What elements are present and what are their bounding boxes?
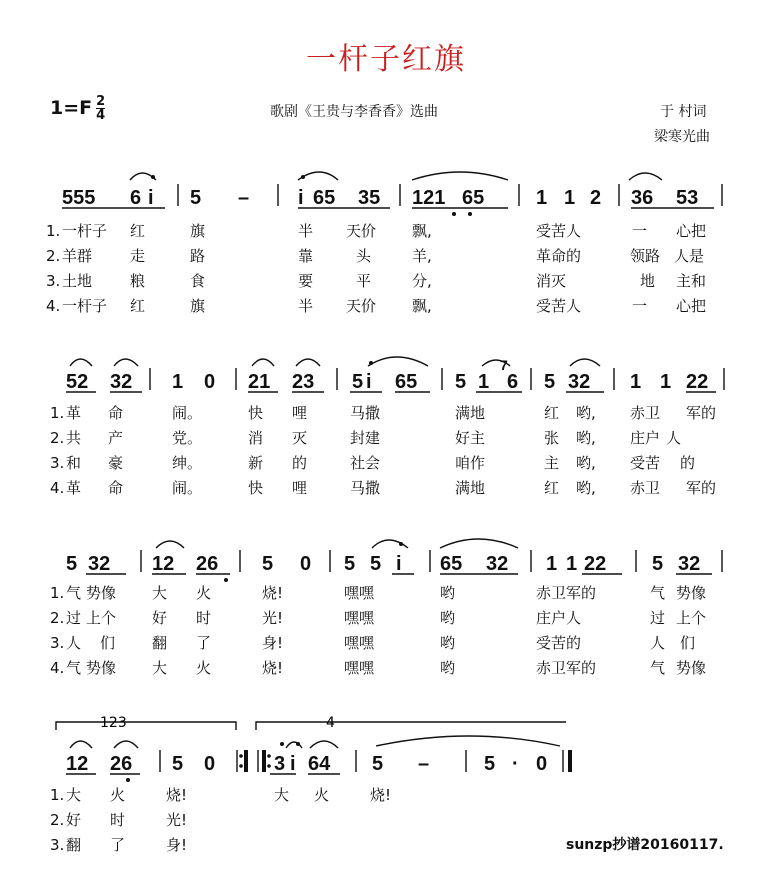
note: 12	[66, 753, 89, 775]
lyric: 2.	[50, 609, 65, 627]
lyric: 半	[298, 222, 314, 240]
lyric: 4.	[50, 659, 65, 677]
lyric: 革	[66, 404, 82, 422]
lyric: 一杆子	[62, 297, 108, 315]
lyric: 哟	[440, 584, 456, 602]
lyric: 羊,	[412, 247, 432, 265]
note: 32	[678, 553, 701, 575]
note: 555	[62, 187, 96, 209]
lyric: 气	[66, 659, 82, 677]
lyric: 受苦人	[536, 297, 582, 315]
lyric: 人	[666, 429, 682, 447]
note: 5	[652, 553, 664, 575]
lyric: 一杆子	[62, 222, 108, 240]
note: 1	[630, 371, 642, 393]
lyric: 路	[190, 247, 206, 265]
lyric: 庄户	[630, 429, 661, 447]
note: ·	[512, 753, 519, 775]
lyric: 红	[544, 404, 560, 422]
lyric: 3.	[46, 272, 61, 290]
lyrics-sys2-v3	[50, 454, 695, 472]
lyric: 好主	[455, 429, 486, 447]
lyric: 的	[292, 454, 308, 472]
lyrics-sys3-v4	[50, 659, 706, 677]
note: 5	[344, 553, 356, 575]
lyric: 受苦的	[536, 634, 582, 652]
lyric: 3.	[50, 454, 65, 472]
note: 5	[190, 187, 202, 209]
note: 1	[660, 371, 672, 393]
lyrics-sys2-v2	[50, 429, 681, 447]
lyric: 人	[66, 634, 82, 652]
lyric: 气	[650, 659, 666, 677]
lyric: 光!	[262, 609, 284, 627]
lyrics-sys1-v3	[46, 272, 706, 290]
lyric: 大	[66, 786, 82, 804]
lyric: 赤卫军的	[536, 584, 597, 602]
note: 12	[152, 553, 175, 575]
lyric: 了	[110, 836, 126, 854]
note: 22	[584, 553, 607, 575]
note: 1	[536, 187, 548, 209]
lyric: 哟	[440, 609, 456, 627]
lyrics-sys4-v3	[50, 836, 187, 854]
lyric: 哟,	[576, 429, 596, 447]
lyric: 旗	[190, 222, 206, 240]
lyric: 领路	[630, 247, 661, 265]
lyric: 红	[130, 297, 146, 315]
lyric: 闹。	[172, 479, 203, 497]
transcriber-credit: sunzp抄谱20160117.	[566, 837, 724, 853]
lyric: 气	[66, 584, 82, 602]
lyric: 闹。	[172, 404, 203, 422]
lyric: 人是	[674, 247, 705, 265]
lyric: 势像	[86, 659, 117, 677]
score-lines	[56, 172, 724, 774]
note: i	[396, 553, 402, 575]
lyric: 烧!	[166, 786, 188, 804]
lyric: 1.	[46, 222, 61, 240]
lyric: 军的	[686, 479, 717, 497]
lyric: 哩	[292, 404, 308, 422]
lyric: 土地	[62, 272, 93, 290]
lyric: 哟	[440, 659, 456, 677]
note: 32	[486, 553, 509, 575]
song-title: 一杆子红旗	[306, 42, 466, 77]
lyric: 和	[66, 454, 82, 472]
lyric: 嘿嘿	[344, 609, 375, 627]
lyric: 红	[544, 479, 560, 497]
note: 23	[292, 371, 315, 393]
lyric: 满地	[455, 404, 486, 422]
lyric: 共	[66, 429, 82, 447]
lyric: 嘿嘿	[344, 659, 375, 677]
note: 2	[590, 187, 602, 209]
lyric: 要	[298, 272, 314, 290]
note: 5	[370, 553, 382, 575]
lyric: 心把	[676, 297, 707, 315]
note: 5	[172, 753, 184, 775]
note: 36	[631, 187, 654, 209]
lyric: 封建	[350, 429, 381, 447]
lyric: 过	[66, 609, 82, 627]
note: 5	[455, 371, 467, 393]
lyric: 头	[356, 247, 372, 265]
lyric: 翻	[152, 634, 168, 652]
subtitle: 歌剧《王贵与李香香》选曲	[270, 104, 438, 120]
lyric: 的	[680, 454, 696, 472]
note: 1	[546, 553, 558, 575]
lyric: 张	[544, 429, 560, 447]
lyric: 满地	[455, 479, 486, 497]
lyric: 势像	[676, 584, 707, 602]
lyrics-sys1-v1	[46, 222, 706, 240]
lyric: 火	[314, 786, 330, 804]
lyric: 心把	[676, 222, 707, 240]
lyric: 身!	[166, 836, 188, 854]
note: i	[148, 187, 154, 209]
lyric: 气	[650, 584, 666, 602]
lyric: 豪	[108, 454, 124, 472]
lyrics-sys1-v4	[46, 297, 706, 315]
note: 65	[462, 187, 485, 209]
lyric: 火	[110, 786, 126, 804]
note: 121	[412, 187, 446, 209]
lyric: 赤卫	[630, 479, 661, 497]
lyric: 飘,	[412, 222, 432, 240]
note: 22	[686, 371, 709, 393]
note: 0	[536, 753, 548, 775]
lyric: 咱作	[455, 454, 486, 472]
lyric: 产	[108, 429, 124, 447]
lyric: 时	[196, 609, 212, 627]
lyric: 3.	[50, 836, 65, 854]
note: 5	[484, 753, 496, 775]
lyric: 了	[196, 634, 212, 652]
lyrics-sys4-v1	[50, 786, 391, 804]
lyrics-sys3-v2	[50, 609, 706, 627]
lyric: 4.	[50, 479, 65, 497]
lyric: 光!	[166, 811, 188, 829]
lyric: 走	[130, 247, 146, 265]
lyric: 时	[110, 811, 126, 829]
note: 0	[300, 553, 312, 575]
note: 3	[274, 753, 286, 775]
note: 65	[395, 371, 418, 393]
lyric: 天价	[346, 297, 377, 315]
note: 1	[172, 371, 184, 393]
lyric: 1.	[50, 584, 65, 602]
note: 5	[544, 371, 556, 393]
lyric: 庄户人	[536, 609, 582, 627]
composer: 梁寒光曲	[654, 129, 710, 145]
lyric: 哟,	[576, 479, 596, 497]
lyrics-sys3-v1	[50, 584, 706, 602]
lyric: 地	[640, 272, 656, 290]
note: 32	[568, 371, 591, 393]
lyric: 受苦人	[536, 222, 582, 240]
lyric: 马撒	[350, 404, 381, 422]
lyric: 2.	[50, 811, 65, 829]
time-bottom: 4	[96, 108, 106, 123]
lyric: 上个	[676, 609, 707, 627]
lyric: 嘿嘿	[344, 634, 375, 652]
lyric: 命	[108, 404, 124, 422]
lyric: 烧!	[262, 584, 284, 602]
lyric: 烧!	[262, 659, 284, 677]
lyric: 势像	[86, 584, 117, 602]
lyric: 身!	[262, 634, 284, 652]
lyric: 食	[190, 272, 206, 290]
note: 5	[352, 371, 364, 393]
lyric: 快	[248, 404, 264, 422]
lyric: 4.	[46, 297, 61, 315]
lyric: 们	[100, 634, 116, 652]
lyric: 受苦	[630, 454, 661, 472]
lyric: 1.	[50, 786, 65, 804]
note: 52	[66, 371, 89, 393]
note: i	[366, 371, 372, 393]
volta-2-label: 4	[326, 715, 335, 731]
note: 1	[478, 371, 490, 393]
lyric: 火	[196, 659, 212, 677]
lyric: 马撒	[350, 479, 381, 497]
note: 53	[676, 187, 699, 209]
note: –	[418, 753, 430, 775]
note: 6	[130, 187, 142, 209]
lyric: 大	[152, 584, 168, 602]
lyric: 新	[248, 454, 264, 472]
note: i	[298, 187, 304, 209]
note: 26	[196, 553, 219, 575]
lyric: 主和	[676, 272, 707, 290]
lyric: 社会	[350, 454, 381, 472]
note: 21	[248, 371, 271, 393]
lyric: 好	[152, 609, 168, 627]
lyric: 党。	[172, 429, 203, 447]
lyric: 人	[650, 634, 666, 652]
lyric: 革命的	[536, 247, 582, 265]
note: 65	[313, 187, 336, 209]
lyric: 哟,	[576, 404, 596, 422]
lyric: 粮	[130, 272, 146, 290]
lyric: 消	[248, 429, 264, 447]
key-text: 1=F	[50, 97, 93, 119]
lyric: 主	[544, 454, 560, 472]
lyrics-sys1-v2	[46, 247, 704, 265]
lyric: 消灭	[536, 272, 567, 290]
lyric: 一	[632, 297, 648, 315]
lyric: 1.	[50, 404, 65, 422]
lyric: 靠	[298, 247, 314, 265]
lyric: 灭	[292, 429, 308, 447]
time-top: 2	[96, 94, 106, 109]
lyric: 2.	[50, 429, 65, 447]
lyrics-sys2-v4	[50, 479, 716, 497]
note: 0	[204, 753, 216, 775]
lyric: 哩	[292, 479, 308, 497]
lyric: 一	[632, 222, 648, 240]
lyric: 半	[298, 297, 314, 315]
lyric: 赤卫军的	[536, 659, 597, 677]
lyric: 2.	[46, 247, 61, 265]
volta-1-label: 123	[100, 715, 127, 731]
note: 64	[308, 753, 331, 775]
lyric: 上个	[86, 609, 117, 627]
note: 5	[372, 753, 384, 775]
lyric: 好	[66, 811, 82, 829]
lyrics-sys2-v1	[50, 404, 716, 422]
lyric: 哟	[440, 634, 456, 652]
lyric: 们	[680, 634, 696, 652]
note: 6	[507, 371, 519, 393]
lyricist: 于 村词	[660, 104, 707, 120]
note: 1	[566, 553, 578, 575]
lyric: 平	[356, 272, 372, 290]
lyric: 旗	[190, 297, 206, 315]
note: 65	[440, 553, 463, 575]
lyric: 革	[66, 479, 82, 497]
lyric: 军的	[686, 404, 717, 422]
lyric: 飘,	[412, 297, 432, 315]
lyric: 羊群	[62, 247, 93, 265]
note: 32	[110, 371, 133, 393]
lyric: 天价	[346, 222, 377, 240]
notes	[62, 187, 708, 775]
note: 35	[358, 187, 381, 209]
lyric: 绅。	[172, 454, 203, 472]
lyric: 红	[130, 222, 146, 240]
lyrics-sys3-v3	[50, 634, 695, 652]
lyric: 快	[248, 479, 264, 497]
note: 26	[110, 753, 133, 775]
lyric: 命	[108, 479, 124, 497]
lyric: 哟,	[576, 454, 596, 472]
note: –	[238, 187, 250, 209]
lyric: 势像	[676, 659, 707, 677]
note: 32	[88, 553, 111, 575]
lyric: 大	[274, 786, 290, 804]
lyric: 分,	[412, 272, 432, 290]
lyric: 嘿嘿	[344, 584, 375, 602]
lyric: 3.	[50, 634, 65, 652]
lyrics-sys4-v2	[50, 811, 187, 829]
note: 1	[564, 187, 576, 209]
note: 5	[262, 553, 274, 575]
note: i	[290, 753, 296, 775]
lyric: 烧!	[370, 786, 392, 804]
note: 0	[204, 371, 216, 393]
lyric: 赤卫	[630, 404, 661, 422]
lyric: 火	[196, 584, 212, 602]
lyric: 翻	[66, 836, 82, 854]
note: 5	[66, 553, 78, 575]
lyric: 大	[152, 659, 168, 677]
grace-note: 7	[500, 357, 508, 373]
lyric: 过	[650, 609, 666, 627]
